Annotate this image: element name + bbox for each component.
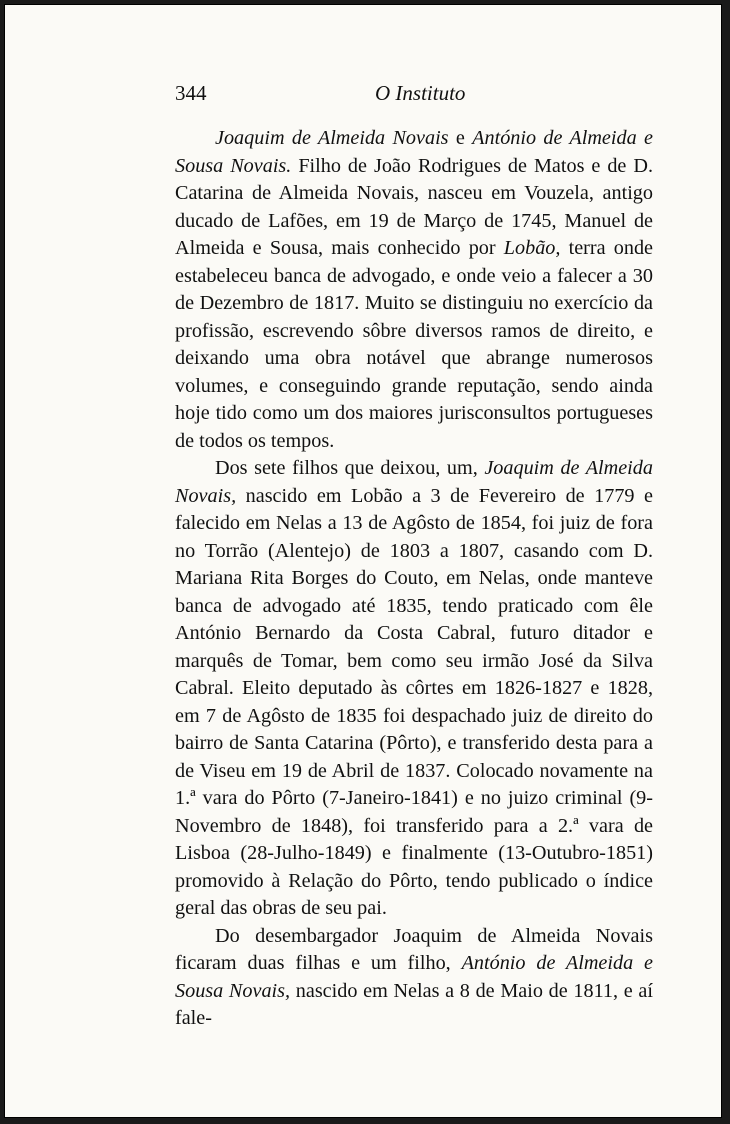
page-number: 344 [175, 81, 207, 105]
paragraph-text: Do desembargador Joaquim de Almeida Novais ficaram duas filhas e um filho, [175, 924, 653, 974]
place-name: Lobão, [503, 237, 561, 259]
body-text [175, 125, 653, 1033]
conjunction-text: e [448, 127, 473, 149]
running-title: O Instituto [375, 81, 466, 105]
book-page [4, 4, 722, 1118]
paragraph-text: nascido em Lobão a 3 de Fevereiro de 1779 e falecido em Nelas a 13 de Agôsto de 1854, foi juiz de fora no Torrão (Alentejo) de 1803 a 1807, casando com D. Mariana Rita Borges do Couto, em Nelas, onde manteve banca de advogado até 1835, tendo praticado com êle António Bernardo da Costa Cabral, futuro ditador e marquês de Tomar, bem como seu irmão José da Silva Cabral. Eleito deputado às côrtes em 1826-1827 e 1828, em 7 de Agôsto de 1835 foi despachado juiz de direito do bairro de Santa Catarina (Pôrto), e transferido desta para a de Viseu em 19 de Abril de 1837. Colocado novamente na 1.ª vara do Pôrto (7-Janeiro-1841) e no juizo criminal (9-Novembro de 1848), foi transferido para a 2.ª vara de Lisboa (28-Julho-1849) e finalmente (13-Outubro-1851) promovido à Relação do Pôrto, tendo publicado o índice geral das obras de seu pai. [175, 484, 653, 919]
paragraph-text: Dos sete filhos que deixou, um, [215, 457, 485, 479]
person-name: António de Almeida e Sousa Novais, [175, 952, 653, 1002]
page-header [175, 77, 655, 107]
paragraph-text: Filho de João Rodrigues de Matos e de D. Catarina de Almeida Novais, nasceu em Vouzela, antigo ducado de Lafões, em 19 de Março de 1745, Manuel de Almeida e Sousa, mais conhecido por [175, 154, 654, 259]
paragraph-3 [175, 923, 653, 1033]
person-name: Joaquim de Almeida Novais, [175, 457, 653, 507]
paragraph-2 [175, 455, 653, 923]
person-name: António de Almeida e Sousa Novais. [175, 127, 653, 177]
person-name: Joaquim de Almeida Novais [215, 127, 449, 149]
paragraph-text: nascido em Nelas a 8 de Maio de 1811, e aí fale- [175, 979, 653, 1029]
paragraph-text: terra onde estabeleceu banca de advogado, e onde veio a falecer a 30 de Dezembro de 1817. Muito se distinguiu no exercício da profissão, escrevendo sôbre diversos ramos de direito, e deixando uma obra notável que abrange numerosos volumes, e conseguindo grande reputação, sendo ainda hoje tido como um dos maiores jurisconsultos portugueses de todos os tempos. [175, 237, 653, 452]
paragraph-1 [175, 125, 653, 455]
